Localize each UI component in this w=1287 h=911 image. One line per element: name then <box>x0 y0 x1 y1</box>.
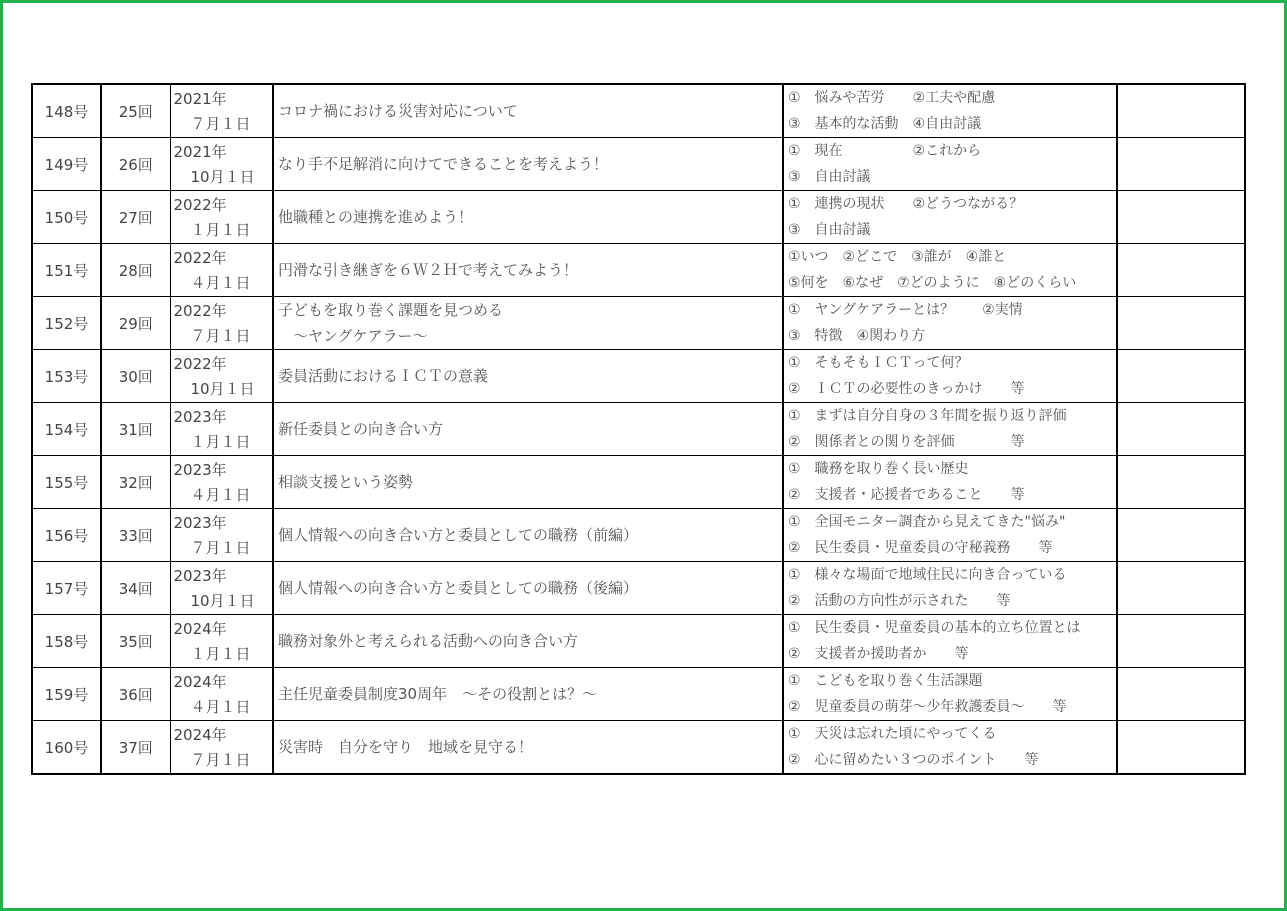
content-cell <box>783 350 1117 403</box>
content-cell <box>783 244 1117 297</box>
theme-cell <box>273 244 783 297</box>
date-year: 2023年 <box>173 514 227 532</box>
table-row <box>32 244 1245 297</box>
session-number-cell: 27回 <box>101 191 170 244</box>
theme-line: 災害時 自分を守り 地域を見守る！ <box>278 738 534 756</box>
date-cell <box>170 562 273 615</box>
notes-cell <box>1117 138 1245 191</box>
theme-cell <box>273 456 783 509</box>
issue-number-cell: 155号 <box>32 456 101 509</box>
content-cell <box>783 562 1117 615</box>
content-line: ③ 基本的な活動 ④自由討議 <box>788 116 982 132</box>
content-line: ① まずは自分自身の３年間を振り返り評価 <box>788 408 1067 424</box>
date-month-day: ７月１日 <box>190 539 251 557</box>
content-line: ① こどもを取り巻く生活課題 <box>788 673 983 689</box>
notes-cell <box>1117 191 1245 244</box>
issue-number-cell: 152号 <box>32 297 101 350</box>
issue-number-cell: 154号 <box>32 403 101 456</box>
session-number-cell: 34回 <box>101 562 170 615</box>
table-row <box>32 509 1245 562</box>
content-line: ① 全国モニター調査から見えてきた"悩み" <box>788 514 1066 530</box>
theme-line: 個人情報への向き合い方と委員としての職務（前編） <box>278 526 639 544</box>
theme-cell <box>273 297 783 350</box>
date-month-day: ４月１日 <box>190 698 251 716</box>
notes-cell <box>1117 84 1245 138</box>
date-year: 2024年 <box>173 726 227 744</box>
issue-number-cell: 157号 <box>32 562 101 615</box>
content-cell <box>783 721 1117 775</box>
content-line: ① 様々な場面で地域住民に向き合っている <box>788 567 1067 583</box>
date-cell <box>170 509 273 562</box>
table-row <box>32 350 1245 403</box>
content-line: ② 活動の方向性が示された 等 <box>788 593 1011 609</box>
session-number-cell: 37回 <box>101 721 170 775</box>
issue-table <box>31 83 1246 775</box>
issue-number-cell: 158号 <box>32 615 101 668</box>
date-year: 2022年 <box>173 196 227 214</box>
theme-cell <box>273 668 783 721</box>
content-cell <box>783 509 1117 562</box>
table-row <box>32 721 1245 775</box>
table-body <box>32 84 1245 774</box>
theme-line: 個人情報への向き合い方と委員としての職務（後編） <box>278 579 639 597</box>
content-line: ① 天災は忘れた頃にやってくる <box>788 726 997 742</box>
table-row <box>32 668 1245 721</box>
theme-cell <box>273 615 783 668</box>
date-month-day: ７月１日 <box>190 751 251 769</box>
content-line: ③ 自由討議 <box>788 169 871 185</box>
notes-cell <box>1117 721 1245 775</box>
theme-cell <box>273 509 783 562</box>
notes-cell <box>1117 509 1245 562</box>
date-year: 2023年 <box>173 567 227 585</box>
table-row <box>32 615 1245 668</box>
issue-number-cell: 159号 <box>32 668 101 721</box>
date-cell <box>170 191 273 244</box>
issue-number-cell: 153号 <box>32 350 101 403</box>
theme-cell <box>273 84 783 138</box>
issue-number-cell: 156号 <box>32 509 101 562</box>
table-row <box>32 297 1245 350</box>
issue-number-cell: 148号 <box>32 84 101 138</box>
session-number-cell: 26回 <box>101 138 170 191</box>
session-number-cell: 36回 <box>101 668 170 721</box>
table-row <box>32 191 1245 244</box>
content-cell <box>783 456 1117 509</box>
date-cell <box>170 668 273 721</box>
issue-number-cell: 149号 <box>32 138 101 191</box>
date-month-day: ４月１日 <box>190 274 251 292</box>
content-cell <box>783 297 1117 350</box>
content-line: ② 支援者か援助者か 等 <box>788 646 969 662</box>
content-line: ③ 特徴 ④関わり方 <box>788 328 926 344</box>
date-month-day: ７月１日 <box>190 115 251 133</box>
content-cell <box>783 84 1117 138</box>
notes-cell <box>1117 562 1245 615</box>
content-line: ① 悩みや苦労 ②工夫や配慮 <box>788 90 996 106</box>
table-row <box>32 562 1245 615</box>
table-row <box>32 456 1245 509</box>
date-year: 2022年 <box>173 249 227 267</box>
issue-number-cell: 150号 <box>32 191 101 244</box>
date-month-day: １月１日 <box>190 221 251 239</box>
notes-cell <box>1117 350 1245 403</box>
theme-line: ～ヤングケアラー～ <box>278 327 428 345</box>
notes-cell <box>1117 244 1245 297</box>
content-line: ①いつ ②どこで ③誰が ④誰と <box>788 249 1007 265</box>
content-line: ① 職務を取り巻く長い歴史 <box>788 461 969 477</box>
date-year: 2021年 <box>173 90 227 108</box>
date-cell <box>170 84 273 138</box>
session-number-cell: 33回 <box>101 509 170 562</box>
session-number-cell: 35回 <box>101 615 170 668</box>
date-cell <box>170 297 273 350</box>
content-line: ① 連携の現状 ②どうつながる？ <box>788 196 1024 212</box>
session-number-cell: 25回 <box>101 84 170 138</box>
theme-cell <box>273 138 783 191</box>
content-cell <box>783 668 1117 721</box>
theme-line: 新任委員との向き合い方 <box>278 420 444 438</box>
content-line: ① 現在 ②これから <box>788 143 982 159</box>
date-month-day: 10月１日 <box>190 592 255 610</box>
content-line: ② 児童委員の萌芽～少年救護委員～ 等 <box>788 699 1067 715</box>
notes-cell <box>1117 297 1245 350</box>
content-line: ① ヤングケアラーとは？ ②実情 <box>788 302 1023 318</box>
content-cell <box>783 403 1117 456</box>
theme-line: 子どもを取り巻く課題を見つめる <box>278 301 504 319</box>
session-number-cell: 28回 <box>101 244 170 297</box>
date-cell <box>170 615 273 668</box>
session-number-cell: 29回 <box>101 297 170 350</box>
theme-cell <box>273 350 783 403</box>
date-cell <box>170 138 273 191</box>
date-cell <box>170 244 273 297</box>
date-month-day: 10月１日 <box>190 168 255 186</box>
session-number-cell: 32回 <box>101 456 170 509</box>
theme-cell <box>273 721 783 775</box>
theme-cell <box>273 562 783 615</box>
date-year: 2024年 <box>173 620 227 638</box>
theme-line: 主任児童委員制度30周年 ～その役割とは？～ <box>278 685 598 703</box>
table-row <box>32 138 1245 191</box>
content-line: ② ＩＣＴの必要性のきっかけ 等 <box>788 381 1025 397</box>
date-cell <box>170 350 273 403</box>
content-cell <box>783 138 1117 191</box>
date-cell <box>170 456 273 509</box>
content-line: ② 関係者との関りを評価 等 <box>788 434 1025 450</box>
content-line: ② 支援者・応援者であること 等 <box>788 487 1025 503</box>
content-line: ① そもそもＩＣＴって何？ <box>788 355 969 371</box>
date-month-day: ４月１日 <box>190 486 251 504</box>
date-month-day: １月１日 <box>190 433 251 451</box>
notes-cell <box>1117 456 1245 509</box>
notes-cell <box>1117 615 1245 668</box>
theme-line: 委員活動におけるＩＣＴの意義 <box>278 367 489 385</box>
date-cell <box>170 403 273 456</box>
date-month-day: ７月１日 <box>190 327 251 345</box>
theme-cell <box>273 403 783 456</box>
date-year: 2024年 <box>173 673 227 691</box>
theme-cell <box>273 191 783 244</box>
date-cell <box>170 721 273 775</box>
theme-line: 円滑な引き継ぎを６Ｗ２Ｈで考えてみよう！ <box>278 261 579 279</box>
session-number-cell: 31回 <box>101 403 170 456</box>
content-line: ② 民生委員・児童委員の守秘義務 等 <box>788 540 1053 556</box>
date-month-day: 10月１日 <box>190 380 255 398</box>
content-cell <box>783 615 1117 668</box>
issue-number-cell: 160号 <box>32 721 101 775</box>
date-year: 2022年 <box>173 302 227 320</box>
table-row <box>32 84 1245 138</box>
content-cell <box>783 191 1117 244</box>
theme-line: 相談支援という姿勢 <box>278 473 414 491</box>
date-year: 2023年 <box>173 461 227 479</box>
content-line: ① 民生委員・児童委員の基本的立ち位置とは <box>788 620 1081 636</box>
theme-line: コロナ禍における災害対応について <box>278 102 518 120</box>
content-line: ② 心に留めたい３つのポイント 等 <box>788 752 1039 768</box>
theme-line: 他職種との連携を進めよう！ <box>278 208 474 226</box>
content-line: ③ 自由討議 <box>788 222 871 238</box>
theme-line: 職務対象外と考えられる活動への向き合い方 <box>278 632 579 650</box>
issue-number-cell: 151号 <box>32 244 101 297</box>
session-number-cell: 30回 <box>101 350 170 403</box>
content-line: ⑤何を ⑥なぜ ⑦どのように ⑧どのくらい <box>788 275 1077 291</box>
table-row <box>32 403 1245 456</box>
date-year: 2023年 <box>173 408 227 426</box>
notes-cell <box>1117 668 1245 721</box>
theme-line: なり手不足解消に向けてできることを考えよう！ <box>278 155 609 173</box>
notes-cell <box>1117 403 1245 456</box>
date-year: 2022年 <box>173 355 227 373</box>
date-year: 2021年 <box>173 143 227 161</box>
date-month-day: １月１日 <box>190 645 251 663</box>
